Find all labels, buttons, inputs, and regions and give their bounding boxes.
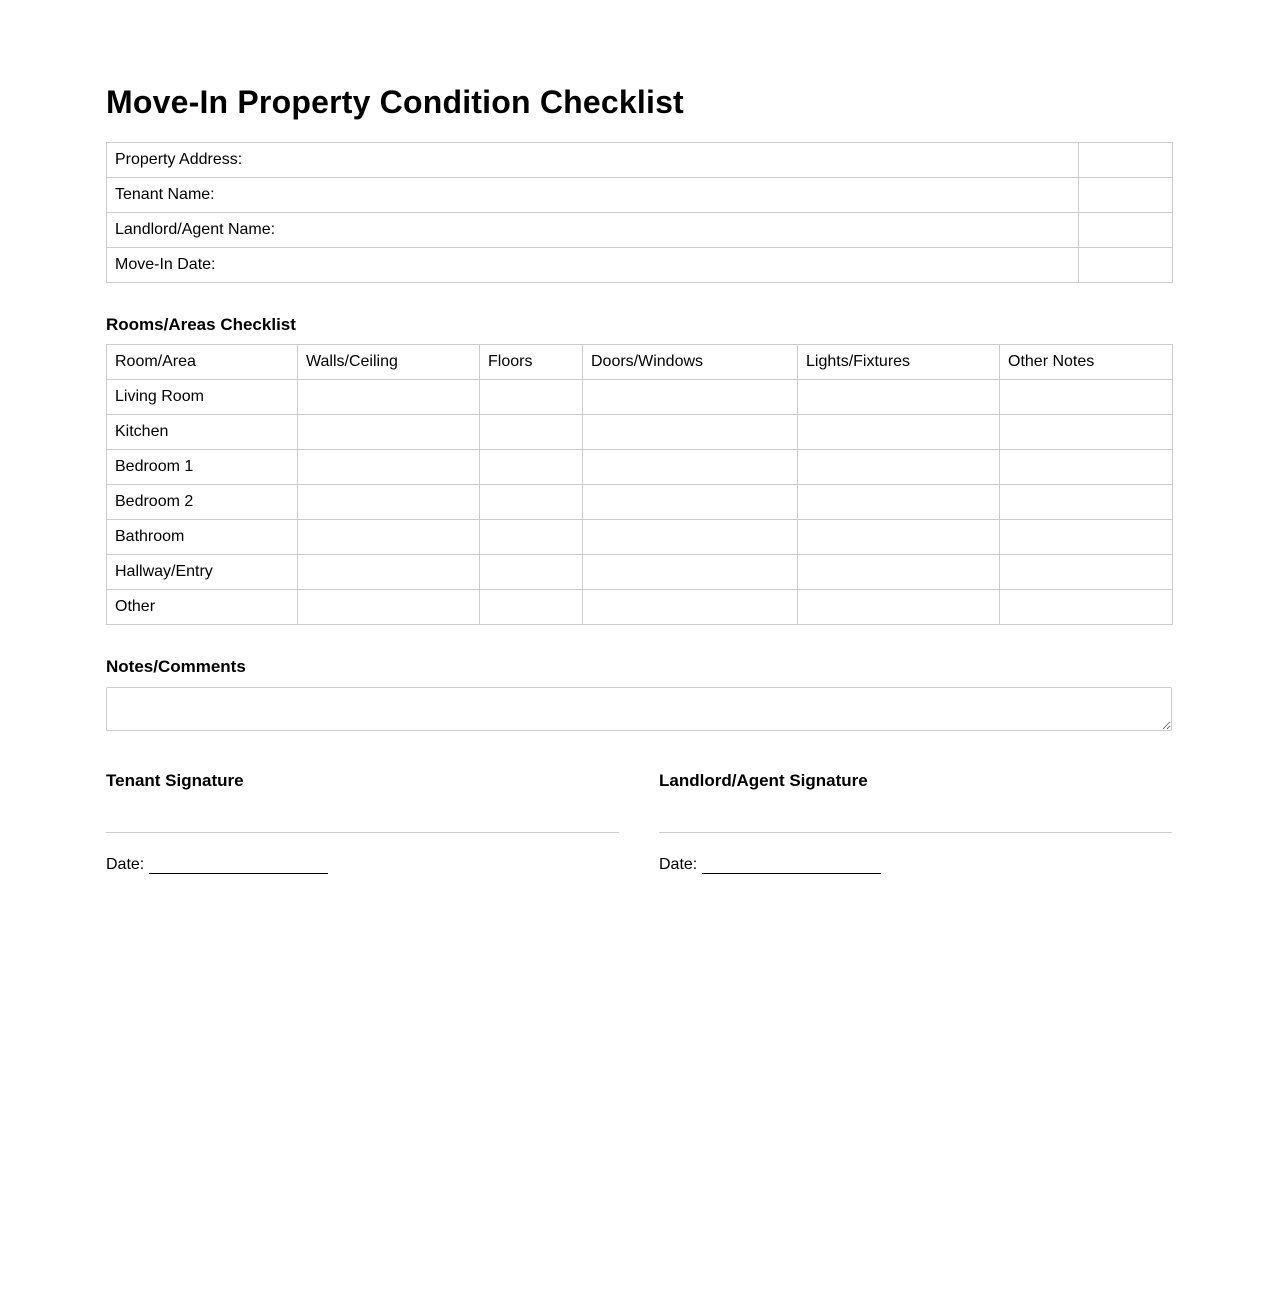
table-row [107,555,1173,590]
lights-cell[interactable] [798,590,1000,625]
room-name: Hallway/Entry [107,555,298,590]
lights-cell[interactable] [798,555,1000,590]
info-row-landlord-name [107,213,1173,248]
landlord-date-blank[interactable] [702,858,881,874]
column-header-notes: Other Notes [1000,345,1173,380]
doors-cell[interactable] [583,485,798,520]
landlord-name-value-cell[interactable] [1079,213,1173,248]
notes-cell[interactable] [1000,555,1173,590]
lights-cell[interactable] [798,485,1000,520]
landlord-signature-heading: Landlord/Agent Signature [659,771,868,790]
walls-cell[interactable] [298,590,480,625]
info-row-tenant-name [107,178,1173,213]
table-row [107,415,1173,450]
column-header-doors: Doors/Windows [583,345,798,380]
landlord-date-row [659,855,1172,875]
floors-cell[interactable] [480,520,583,555]
notes-cell[interactable] [1000,590,1173,625]
signatures-section [106,771,1172,875]
doors-cell[interactable] [583,555,798,590]
doors-cell[interactable] [583,590,798,625]
lights-cell[interactable] [798,380,1000,415]
page-title: Move-In Property Condition Checklist [106,84,684,120]
checklist-page [106,0,1172,875]
column-header-floors: Floors [480,345,583,380]
notes-cell[interactable] [1000,450,1173,485]
property-info-table [106,142,1173,283]
info-label: Tenant Name: [107,178,1079,213]
info-row-property-address [107,143,1173,178]
property-address-value-cell[interactable] [1079,143,1173,178]
doors-cell[interactable] [583,450,798,485]
info-label: Landlord/Agent Name: [107,213,1079,248]
notes-cell[interactable] [1000,380,1173,415]
table-header-row [107,345,1173,380]
room-name: Bedroom 1 [107,450,298,485]
room-name: Living Room [107,380,298,415]
notes-section-heading: Notes/Comments [106,657,246,676]
column-header-lights: Lights/Fixtures [798,345,1000,380]
table-row [107,380,1173,415]
info-label: Move-In Date: [107,248,1079,283]
floors-cell[interactable] [480,450,583,485]
table-row [107,485,1173,520]
tenant-signature-heading: Tenant Signature [106,771,244,790]
tenant-signature-block [106,771,619,875]
column-header-room: Room/Area [107,345,298,380]
landlord-signature-block [659,771,1172,875]
room-name: Bedroom 2 [107,485,298,520]
lights-cell[interactable] [798,415,1000,450]
walls-cell[interactable] [298,520,480,555]
walls-cell[interactable] [298,380,480,415]
room-name: Bathroom [107,520,298,555]
lights-cell[interactable] [798,520,1000,555]
floors-cell[interactable] [480,485,583,520]
lights-cell[interactable] [798,450,1000,485]
doors-cell[interactable] [583,380,798,415]
landlord-signature-line[interactable] [659,832,1172,833]
walls-cell[interactable] [298,415,480,450]
move-in-date-value-cell[interactable] [1079,248,1173,283]
walls-cell[interactable] [298,450,480,485]
notes-cell[interactable] [1000,415,1173,450]
floors-cell[interactable] [480,590,583,625]
column-header-walls: Walls/Ceiling [298,345,480,380]
room-name: Kitchen [107,415,298,450]
rooms-checklist-table [106,344,1173,625]
walls-cell[interactable] [298,485,480,520]
info-row-move-in-date [107,248,1173,283]
notes-cell[interactable] [1000,520,1173,555]
walls-cell[interactable] [298,555,480,590]
rooms-section-heading: Rooms/Areas Checklist [106,315,296,334]
doors-cell[interactable] [583,520,798,555]
tenant-date-row [106,855,619,875]
table-row [107,590,1173,625]
tenant-name-value-cell[interactable] [1079,178,1173,213]
doors-cell[interactable] [583,415,798,450]
floors-cell[interactable] [480,380,583,415]
notes-textarea[interactable] [106,687,1172,731]
tenant-signature-line[interactable] [106,832,619,833]
tenant-date-blank[interactable] [149,858,328,874]
floors-cell[interactable] [480,415,583,450]
table-row [107,450,1173,485]
floors-cell[interactable] [480,555,583,590]
room-name: Other [107,590,298,625]
tenant-date-label: Date: [106,856,145,873]
notes-cell[interactable] [1000,485,1173,520]
landlord-date-label: Date: [659,856,698,873]
info-label: Property Address: [107,143,1079,178]
table-row [107,520,1173,555]
